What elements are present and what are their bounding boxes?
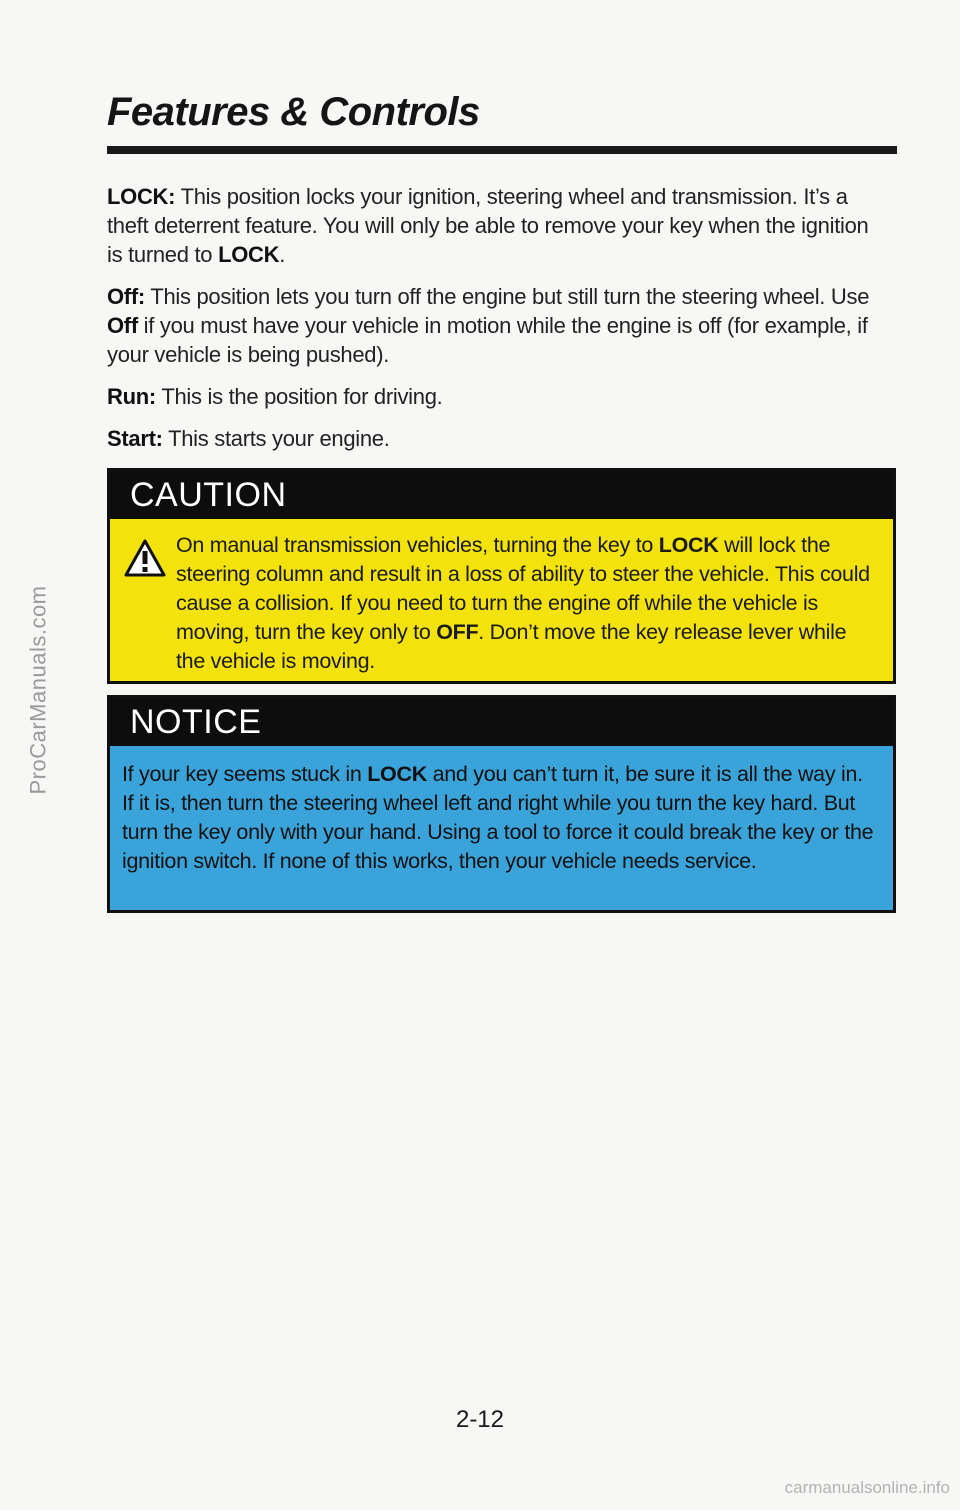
side-watermark: [8, 480, 68, 900]
page-title: Features & Controls: [107, 90, 480, 134]
run-term: Run:: [107, 384, 156, 409]
caution-heading: CAUTION: [110, 471, 893, 519]
off-paragraph: [107, 282, 887, 369]
warning-triangle-icon: [124, 539, 166, 577]
caution-text-1: On manual transmission vehicles, turning the key to: [176, 533, 659, 557]
footer-watermark: carmanualsonline.info: [784, 1478, 950, 1497]
ignition-positions: [107, 182, 887, 466]
notice-text-2: and you can’t turn it, be sure it is all the way in. If it is, then turn the steering wheel left and right while you turn the key hard. But turn the key only with your hand. Using a tool to force it could break the key or the ignition switch. If none of this works, then your vehicle needs service.: [122, 762, 874, 873]
caution-text-3: . Don’t move the key release lever while the vehicle is moving.: [176, 620, 847, 673]
off-term-inline: Off: [107, 313, 138, 338]
lock-text: This position locks your ignition, steering wheel and transmission. It’s a theft deterrent feature. You will only be able to remove your key when the ignition is turned to: [107, 184, 869, 267]
caution-box: [107, 468, 896, 684]
lock-term-inline: LOCK: [218, 242, 280, 267]
run-text: This is the position for driving.: [155, 384, 443, 409]
off-term: Off:: [107, 284, 145, 309]
start-paragraph: [107, 424, 887, 453]
notice-box: [107, 695, 896, 913]
lock-term: LOCK:: [107, 184, 176, 209]
start-term: Start:: [107, 426, 163, 451]
caution-content: [110, 519, 893, 676]
caution-bold-lock: LOCK: [658, 533, 719, 557]
header-rule: [107, 146, 897, 154]
notice-text-1: If your key seems stuck in: [122, 762, 368, 786]
caution-bold-off: OFF: [436, 620, 479, 644]
caution-text-2: will lock the steering column and result in a loss of ability to steer the vehicle. This could cause a collision. If you need to turn the engine off while the vehicle is moving, turn the key only to: [176, 533, 870, 644]
lock-paragraph: [107, 182, 887, 269]
page-number: 2-12: [455, 1406, 505, 1433]
notice-bold-lock: LOCK: [367, 762, 427, 786]
notice-heading: NOTICE: [110, 698, 893, 746]
run-paragraph: [107, 382, 887, 411]
page-header: [107, 92, 897, 154]
start-text: This starts your engine.: [162, 426, 390, 451]
off-text: This position lets you turn off the engine but still turn the steering wheel. Use: [144, 284, 870, 309]
off-tail: if you must have your vehicle in motion while the engine is off (for example, if your vehicle is being pushed).: [107, 313, 868, 367]
notice-content: [110, 746, 893, 876]
side-watermark-text: ProCarManuals.com: [25, 585, 51, 795]
lock-tail: .: [279, 242, 286, 267]
